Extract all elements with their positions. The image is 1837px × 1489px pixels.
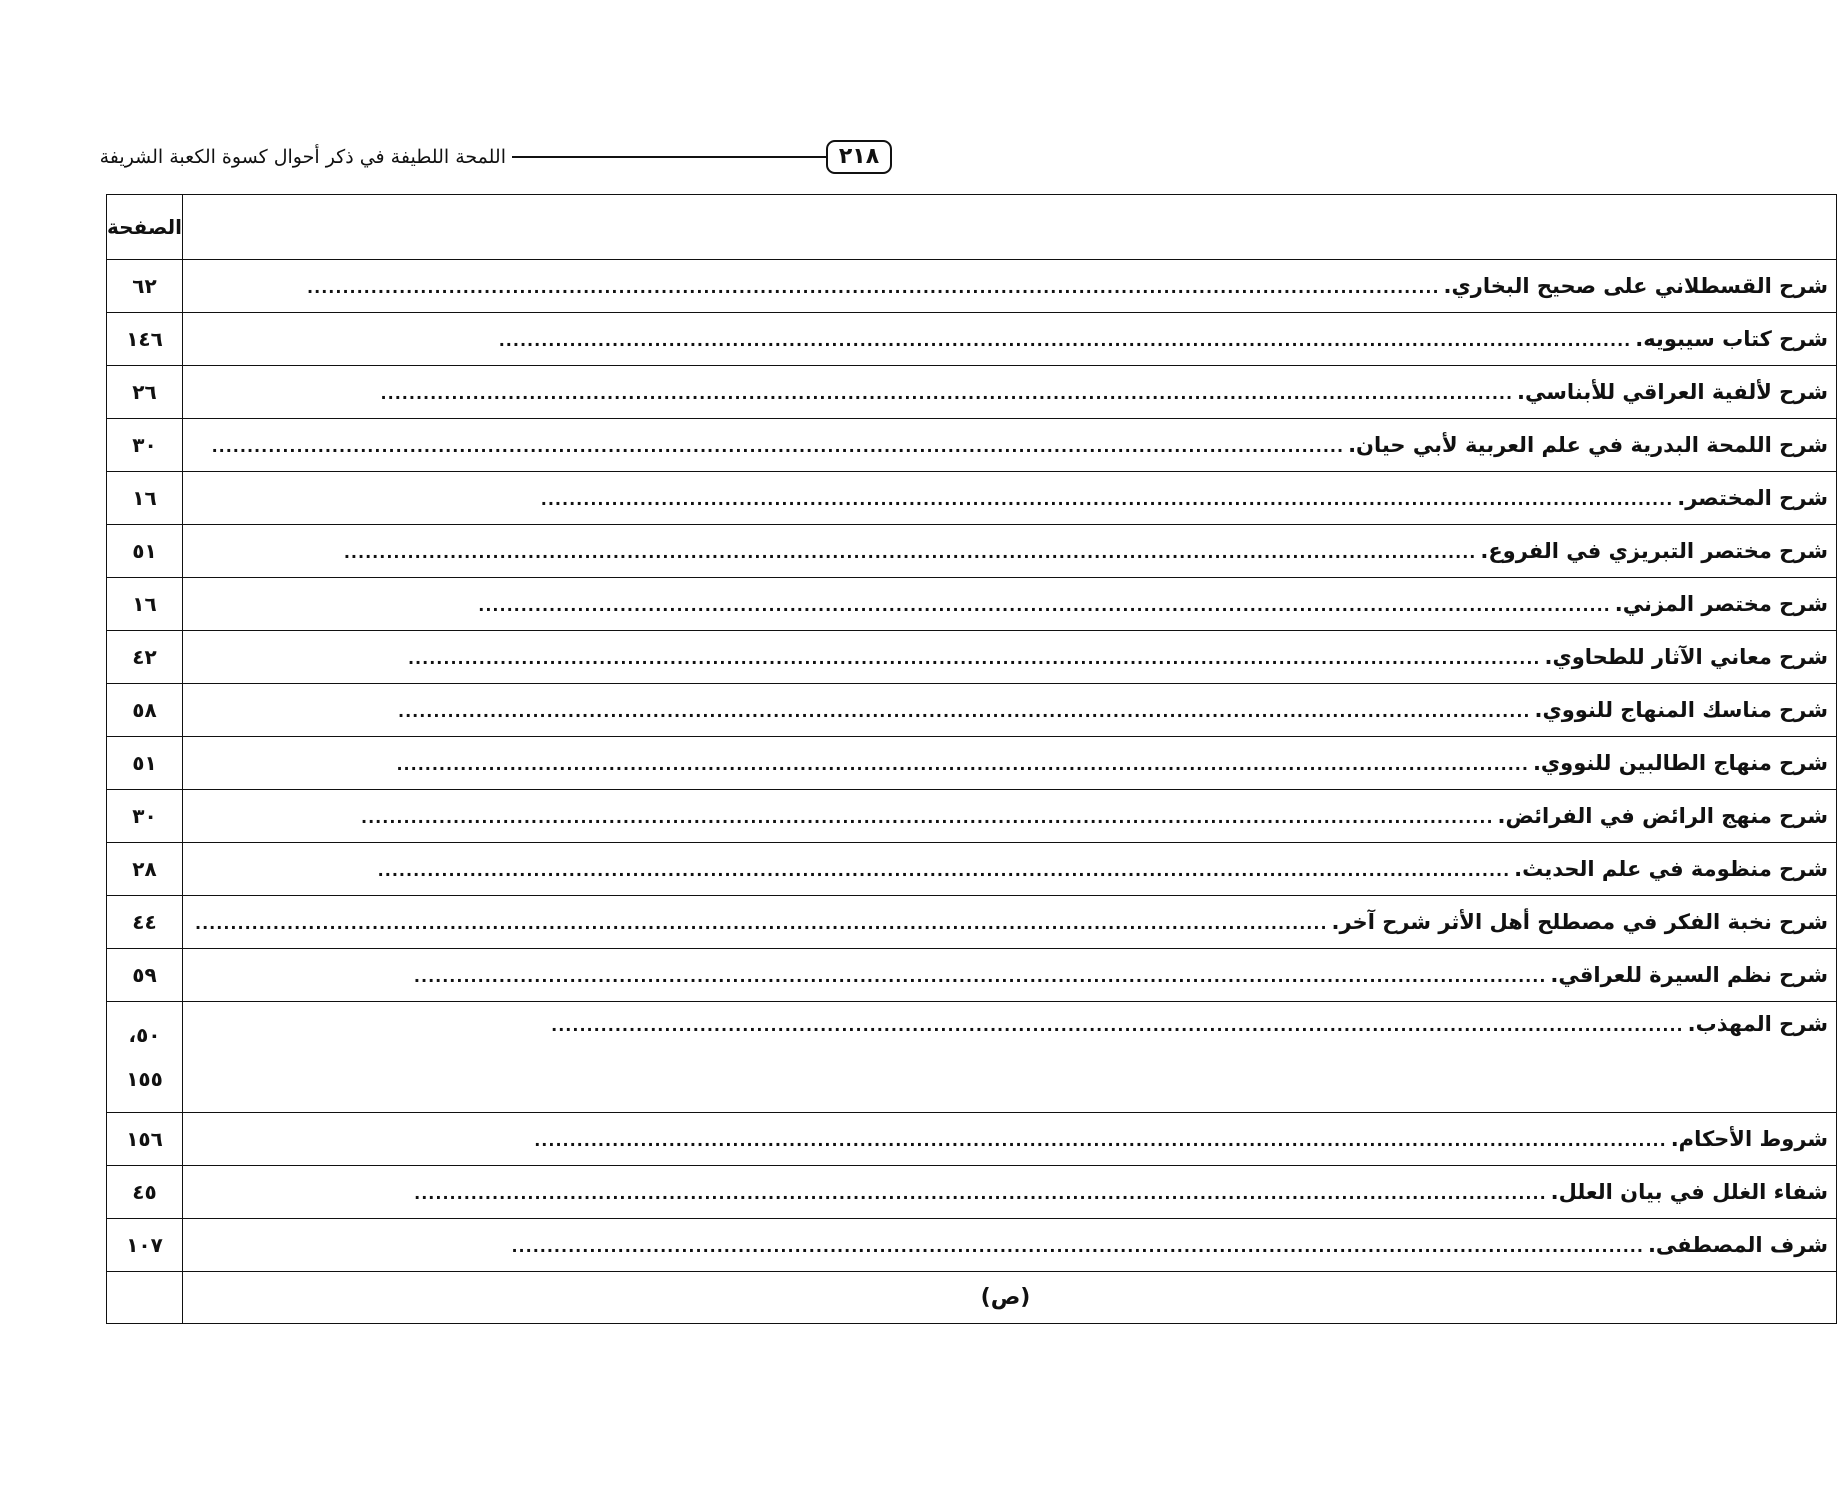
dot-leader: ................................................................................................................................................................ (195, 914, 1328, 933)
page-cell (107, 1219, 183, 1272)
entry (183, 1127, 1828, 1151)
page-number-value: ٥١ (132, 539, 157, 563)
entry-column-header (183, 195, 1837, 260)
page-cell (107, 366, 183, 419)
entry-title: شرح نظم السيرة للعراقي. (1550, 963, 1829, 987)
page-cell (107, 1002, 183, 1113)
entry-title: شرح منهاج الطالبين للنووي. (1532, 751, 1829, 775)
entry (183, 963, 1828, 987)
entry-cell (183, 896, 1837, 949)
table-row (107, 366, 1837, 419)
table-row (107, 896, 1837, 949)
page-cell (107, 260, 183, 313)
table-row (107, 790, 1837, 843)
page-cell (107, 525, 183, 578)
page-number-value: ٥٠، (128, 1023, 161, 1047)
page-cell (107, 1166, 183, 1219)
entry (183, 274, 1828, 298)
dot-leader: ................................................................................................................................................................ (377, 861, 1511, 880)
table-row (107, 419, 1837, 472)
page-number-value: ٢٦ (132, 380, 157, 404)
dot-leader: ................................................................................................................................................................ (498, 331, 1632, 350)
entry (183, 327, 1828, 351)
page-column-header: الصفحة (107, 195, 183, 260)
entry (183, 1180, 1828, 1204)
entry (183, 433, 1828, 457)
entry-cell (183, 578, 1837, 631)
page-cell (107, 843, 183, 896)
entry-title: شرح مختصر المزني. (1614, 592, 1829, 616)
entry (183, 910, 1828, 934)
page-number-value: ٦٢ (132, 274, 157, 298)
table-row (107, 472, 1837, 525)
entry-title: شرح منهج الرائض في الفرائض. (1497, 804, 1829, 828)
table-row (107, 1219, 1837, 1272)
entry-title: شرح مناسك المنهاج للنووي. (1534, 698, 1829, 722)
entry-title: شرح المهذب. (1687, 1012, 1829, 1036)
table-row (107, 737, 1837, 790)
dot-leader: ................................................................................................................................................................ (396, 755, 1529, 774)
entry-cell (183, 684, 1837, 737)
table-row (107, 1166, 1837, 1219)
entry-cell (183, 313, 1837, 366)
dot-leader: ................................................................................................................................................................ (343, 543, 1477, 562)
entry-cell (183, 1166, 1837, 1219)
entry-title: شرح منظومة في علم الحديث. (1514, 857, 1829, 881)
entry (183, 539, 1828, 563)
table-row (107, 631, 1837, 684)
entry-title: شرح كتاب سيبويه. (1635, 327, 1829, 351)
entry (183, 698, 1828, 722)
dot-leader: ................................................................................................................................................................ (407, 649, 1541, 668)
entry (183, 857, 1828, 881)
table-row (107, 684, 1837, 737)
page-number-value: ٢٨ (132, 857, 157, 881)
entry-cell (183, 419, 1837, 472)
table-row (107, 525, 1837, 578)
entry-cell (183, 260, 1837, 313)
page-number-value: ١٦ (132, 486, 157, 510)
page-number-value: ٤٢ (132, 645, 157, 669)
entry-title: شرح اللمحة البدرية في علم العربية لأبي حيان. (1348, 433, 1829, 457)
page-number: ٢١٨ (826, 140, 892, 174)
entry-cell (183, 1002, 1837, 1113)
page-cell (107, 949, 183, 1002)
entry-title: شرح نخبة الفكر في مصطلح أهل الأثر شرح آخر. (1331, 910, 1829, 934)
entry-title: شفاء الغلل في بيان العلل. (1550, 1180, 1829, 1204)
page-cell (107, 631, 183, 684)
entry-cell (183, 366, 1837, 419)
entry (183, 1233, 1828, 1257)
page-cell (107, 419, 183, 472)
entry-title: شرف المصطفى. (1647, 1233, 1829, 1257)
entry-cell (183, 1219, 1837, 1272)
entry (183, 592, 1828, 616)
entry (183, 1012, 1828, 1036)
section-letter-row (107, 1272, 1837, 1324)
entry-title: شرح لألفية العراقي للأبناسي. (1517, 380, 1829, 404)
entry-title: شرح القسطلاني على صحيح البخاري. (1443, 274, 1829, 298)
table-row (107, 843, 1837, 896)
entry-title: شروط الأحكام. (1670, 1127, 1829, 1151)
entry-cell (183, 631, 1837, 684)
page-cell (107, 1113, 183, 1166)
index-table (106, 194, 1837, 1324)
page-header (99, 138, 892, 180)
page-cell (107, 737, 183, 790)
page-cell (107, 313, 183, 366)
page-number-value: ١٠٧ (126, 1233, 163, 1257)
entry-cell (183, 737, 1837, 790)
entry (183, 486, 1828, 510)
page-cell (107, 578, 183, 631)
page-number-value: ١٤٦ (126, 327, 163, 351)
section-letter: (ص) (183, 1272, 1837, 1324)
entry (183, 751, 1828, 775)
page-number-value: ٣٠ (132, 804, 157, 828)
entry-cell (183, 525, 1837, 578)
dot-leader: ................................................................................................................................................................ (380, 384, 1514, 403)
dot-leader: ................................................................................................................................................................ (397, 702, 1531, 721)
dot-leader: ................................................................................................................................................................ (361, 808, 1494, 827)
dot-leader: ................................................................................................................................................................ (551, 1016, 1684, 1035)
page-number-value: ١٥٦ (126, 1127, 163, 1151)
page-number-value: ٤٥ (132, 1180, 157, 1204)
page-number-value: ١٦ (132, 592, 157, 616)
page-cell (107, 790, 183, 843)
dot-leader: ................................................................................................................................................................ (511, 1237, 1644, 1256)
entry (183, 804, 1828, 828)
table-row (107, 578, 1837, 631)
dot-leader: ................................................................................................................................................................ (414, 1184, 1547, 1203)
dot-leader: ................................................................................................................................................................ (540, 490, 1674, 509)
table-row (107, 260, 1837, 313)
running-title: اللمحة اللطيفة في ذكر أحوال كسوة الكعبة الشريفة (99, 146, 506, 168)
page-cell (107, 684, 183, 737)
dot-leader: ................................................................................................................................................................ (413, 967, 1547, 986)
page-cell (107, 896, 183, 949)
page-number-value: ٤٤ (132, 910, 157, 934)
page-number-value: ٥١ (132, 751, 157, 775)
table-row (107, 1002, 1837, 1113)
entry-cell (183, 843, 1837, 896)
dot-leader: ................................................................................................................................................................ (534, 1131, 1667, 1150)
dot-leader: ................................................................................................................................................................ (211, 437, 1345, 456)
entry-cell (183, 949, 1837, 1002)
table-row (107, 1113, 1837, 1166)
entry-title: شرح مختصر التبريزي في الفروع. (1480, 539, 1829, 563)
entry-cell (183, 790, 1837, 843)
page-number-value: ١٥٥ (126, 1067, 163, 1091)
page-cell-empty (107, 1272, 183, 1324)
entry-cell (183, 1113, 1837, 1166)
dot-leader: ................................................................................................................................................................ (478, 596, 1611, 615)
table-row (107, 949, 1837, 1002)
entry-title: شرح معاني الآثار للطحاوي. (1544, 645, 1829, 669)
entry-title: شرح المختصر. (1677, 486, 1829, 510)
header-rule (512, 156, 826, 158)
entry-cell (183, 472, 1837, 525)
entry (183, 380, 1828, 404)
entry (183, 645, 1828, 669)
page-cell (107, 472, 183, 525)
table-header-row (107, 195, 1837, 260)
dot-leader: ................................................................................................................................................................ (307, 278, 1440, 297)
table-row (107, 313, 1837, 366)
page-number-value: ٣٠ (132, 433, 157, 457)
page-number-value: ٥٩ (132, 963, 157, 987)
page-number-value: ٥٨ (132, 698, 157, 722)
